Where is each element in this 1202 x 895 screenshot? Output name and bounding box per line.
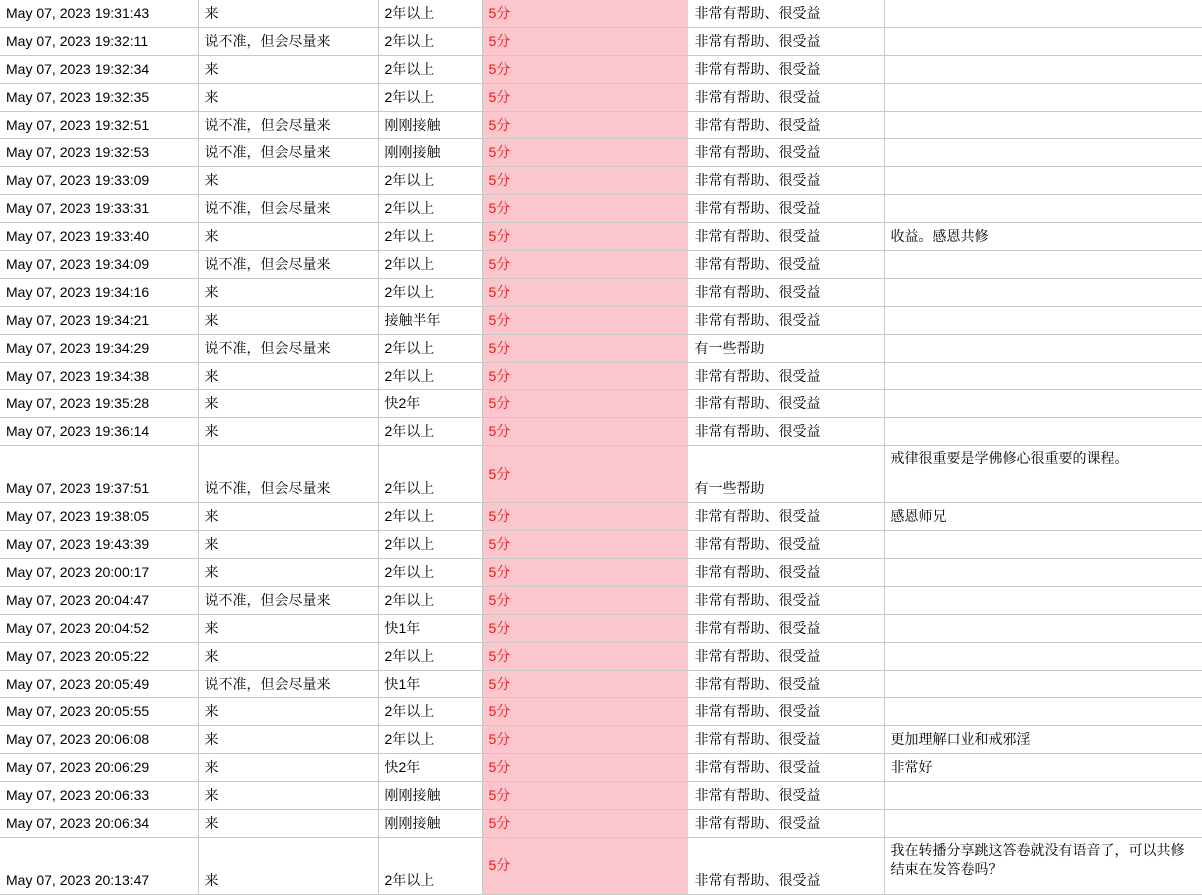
table-row[interactable] bbox=[0, 306, 1202, 334]
table-row[interactable] bbox=[0, 139, 1202, 167]
cell-score[interactable]: 5分 bbox=[482, 810, 688, 838]
table-row[interactable] bbox=[0, 223, 1202, 251]
cell-helpfulness[interactable]: 非常有帮助、很受益 bbox=[688, 0, 884, 27]
cell-timestamp[interactable]: May 07, 2023 19:35:28 bbox=[0, 390, 198, 418]
cell-will-come[interactable]: 来 bbox=[198, 503, 378, 531]
cell-duration[interactable]: 2年以上 bbox=[378, 195, 482, 223]
cell-will-come[interactable]: 来 bbox=[198, 559, 378, 587]
cell-duration[interactable]: 2年以上 bbox=[378, 223, 482, 251]
cell-helpfulness[interactable]: 非常有帮助、很受益 bbox=[688, 362, 884, 390]
cell-helpfulness[interactable]: 非常有帮助、很受益 bbox=[688, 531, 884, 559]
table-row[interactable] bbox=[0, 782, 1202, 810]
cell-comment[interactable] bbox=[884, 810, 1202, 838]
cell-comment[interactable] bbox=[884, 531, 1202, 559]
cell-comment[interactable] bbox=[884, 559, 1202, 587]
cell-duration[interactable]: 2年以上 bbox=[378, 83, 482, 111]
cell-duration[interactable]: 2年以上 bbox=[378, 362, 482, 390]
table-row[interactable] bbox=[0, 167, 1202, 195]
cell-timestamp[interactable]: May 07, 2023 19:37:51 bbox=[0, 446, 198, 503]
cell-duration[interactable]: 2年以上 bbox=[378, 27, 482, 55]
cell-comment[interactable] bbox=[884, 698, 1202, 726]
cell-duration[interactable]: 2年以上 bbox=[378, 698, 482, 726]
cell-helpfulness[interactable]: 非常有帮助、很受益 bbox=[688, 223, 884, 251]
table-row[interactable] bbox=[0, 390, 1202, 418]
cell-comment[interactable]: 我在转播分享跳这答卷就没有语音了，可以共修结束在发答卷吗？ bbox=[884, 837, 1202, 894]
table-row[interactable] bbox=[0, 586, 1202, 614]
cell-helpfulness[interactable]: 非常有帮助、很受益 bbox=[688, 559, 884, 587]
cell-duration[interactable]: 2年以上 bbox=[378, 837, 482, 894]
cell-timestamp[interactable]: May 07, 2023 20:05:55 bbox=[0, 698, 198, 726]
cell-will-come[interactable]: 来 bbox=[198, 614, 378, 642]
cell-will-come[interactable]: 来 bbox=[198, 278, 378, 306]
table-row[interactable] bbox=[0, 195, 1202, 223]
cell-score[interactable]: 5分 bbox=[482, 223, 688, 251]
cell-duration[interactable]: 2年以上 bbox=[378, 167, 482, 195]
cell-will-come[interactable]: 说不准，但会尽量来 bbox=[198, 334, 378, 362]
cell-duration[interactable]: 2年以上 bbox=[378, 418, 482, 446]
cell-helpfulness[interactable]: 非常有帮助、很受益 bbox=[688, 27, 884, 55]
cell-comment[interactable] bbox=[884, 167, 1202, 195]
cell-duration[interactable]: 2年以上 bbox=[378, 55, 482, 83]
cell-duration[interactable]: 2年以上 bbox=[378, 0, 482, 27]
cell-comment[interactable] bbox=[884, 27, 1202, 55]
cell-helpfulness[interactable]: 非常有帮助、很受益 bbox=[688, 195, 884, 223]
cell-timestamp[interactable]: May 07, 2023 19:32:53 bbox=[0, 139, 198, 167]
cell-will-come[interactable]: 说不准，但会尽量来 bbox=[198, 139, 378, 167]
cell-duration[interactable]: 2年以上 bbox=[378, 334, 482, 362]
cell-duration[interactable]: 刚刚接触 bbox=[378, 111, 482, 139]
cell-score[interactable]: 5分 bbox=[482, 306, 688, 334]
cell-score[interactable]: 5分 bbox=[482, 726, 688, 754]
cell-timestamp[interactable]: May 07, 2023 19:36:14 bbox=[0, 418, 198, 446]
cell-duration[interactable]: 2年以上 bbox=[378, 446, 482, 503]
cell-comment[interactable] bbox=[884, 418, 1202, 446]
cell-will-come[interactable]: 来 bbox=[198, 726, 378, 754]
cell-helpfulness[interactable]: 有一些帮助 bbox=[688, 334, 884, 362]
cell-helpfulness[interactable]: 非常有帮助、很受益 bbox=[688, 167, 884, 195]
cell-will-come[interactable]: 来 bbox=[198, 837, 378, 894]
cell-will-come[interactable]: 说不准，但会尽量来 bbox=[198, 111, 378, 139]
table-row[interactable] bbox=[0, 27, 1202, 55]
table-row[interactable] bbox=[0, 362, 1202, 390]
cell-score[interactable]: 5分 bbox=[482, 362, 688, 390]
cell-timestamp[interactable]: May 07, 2023 19:33:31 bbox=[0, 195, 198, 223]
cell-duration[interactable]: 快2年 bbox=[378, 754, 482, 782]
cell-will-come[interactable]: 来 bbox=[198, 306, 378, 334]
cell-comment[interactable]: 非常好 bbox=[884, 754, 1202, 782]
table-row[interactable] bbox=[0, 251, 1202, 279]
cell-duration[interactable]: 2年以上 bbox=[378, 726, 482, 754]
cell-timestamp[interactable]: May 07, 2023 19:43:39 bbox=[0, 531, 198, 559]
cell-will-come[interactable]: 来 bbox=[198, 83, 378, 111]
cell-score[interactable]: 5分 bbox=[482, 390, 688, 418]
cell-timestamp[interactable]: May 07, 2023 20:04:52 bbox=[0, 614, 198, 642]
cell-score[interactable]: 5分 bbox=[482, 0, 688, 27]
cell-comment[interactable] bbox=[884, 278, 1202, 306]
cell-score[interactable]: 5分 bbox=[482, 278, 688, 306]
cell-will-come[interactable]: 来 bbox=[198, 390, 378, 418]
cell-duration[interactable]: 2年以上 bbox=[378, 503, 482, 531]
cell-duration[interactable]: 刚刚接触 bbox=[378, 139, 482, 167]
cell-timestamp[interactable]: May 07, 2023 19:34:38 bbox=[0, 362, 198, 390]
cell-helpfulness[interactable]: 非常有帮助、很受益 bbox=[688, 670, 884, 698]
cell-score[interactable]: 5分 bbox=[482, 167, 688, 195]
cell-timestamp[interactable]: May 07, 2023 20:06:33 bbox=[0, 782, 198, 810]
cell-comment[interactable]: 感恩师兄 bbox=[884, 503, 1202, 531]
cell-score[interactable]: 5分 bbox=[482, 83, 688, 111]
cell-helpfulness[interactable]: 非常有帮助、很受益 bbox=[688, 278, 884, 306]
cell-will-come[interactable]: 来 bbox=[198, 0, 378, 27]
cell-comment[interactable] bbox=[884, 390, 1202, 418]
cell-timestamp[interactable]: May 07, 2023 20:06:34 bbox=[0, 810, 198, 838]
table-row[interactable] bbox=[0, 837, 1202, 894]
cell-timestamp[interactable]: May 07, 2023 20:05:22 bbox=[0, 642, 198, 670]
cell-score[interactable]: 5分 bbox=[482, 139, 688, 167]
cell-helpfulness[interactable]: 非常有帮助、很受益 bbox=[688, 698, 884, 726]
cell-will-come[interactable]: 来 bbox=[198, 754, 378, 782]
cell-timestamp[interactable]: May 07, 2023 19:33:40 bbox=[0, 223, 198, 251]
table-row[interactable] bbox=[0, 446, 1202, 503]
cell-will-come[interactable]: 来 bbox=[198, 418, 378, 446]
cell-score[interactable]: 5分 bbox=[482, 782, 688, 810]
cell-timestamp[interactable]: May 07, 2023 20:06:08 bbox=[0, 726, 198, 754]
table-row[interactable] bbox=[0, 83, 1202, 111]
cell-comment[interactable] bbox=[884, 642, 1202, 670]
cell-helpfulness[interactable]: 非常有帮助、很受益 bbox=[688, 754, 884, 782]
cell-score[interactable]: 5分 bbox=[482, 614, 688, 642]
cell-duration[interactable]: 2年以上 bbox=[378, 531, 482, 559]
cell-duration[interactable]: 接触半年 bbox=[378, 306, 482, 334]
table-row[interactable] bbox=[0, 670, 1202, 698]
cell-duration[interactable]: 2年以上 bbox=[378, 642, 482, 670]
table-row[interactable] bbox=[0, 503, 1202, 531]
table-row[interactable] bbox=[0, 642, 1202, 670]
cell-will-come[interactable]: 来 bbox=[198, 531, 378, 559]
cell-comment[interactable] bbox=[884, 55, 1202, 83]
cell-will-come[interactable]: 来 bbox=[198, 782, 378, 810]
cell-helpfulness[interactable]: 非常有帮助、很受益 bbox=[688, 111, 884, 139]
cell-helpfulness[interactable]: 非常有帮助、很受益 bbox=[688, 306, 884, 334]
cell-comment[interactable] bbox=[884, 111, 1202, 139]
cell-timestamp[interactable]: May 07, 2023 20:06:29 bbox=[0, 754, 198, 782]
cell-score[interactable]: 5分 bbox=[482, 27, 688, 55]
cell-helpfulness[interactable]: 非常有帮助、很受益 bbox=[688, 55, 884, 83]
cell-will-come[interactable]: 说不准，但会尽量来 bbox=[198, 670, 378, 698]
cell-comment[interactable]: 戒律很重要是学佛修心很重要的课程。 bbox=[884, 446, 1202, 503]
cell-comment[interactable]: 收益。感恩共修 bbox=[884, 223, 1202, 251]
cell-timestamp[interactable]: May 07, 2023 19:34:21 bbox=[0, 306, 198, 334]
cell-will-come[interactable]: 来 bbox=[198, 642, 378, 670]
cell-helpfulness[interactable]: 非常有帮助、很受益 bbox=[688, 726, 884, 754]
cell-comment[interactable] bbox=[884, 614, 1202, 642]
cell-timestamp[interactable]: May 07, 2023 20:00:17 bbox=[0, 559, 198, 587]
table-row[interactable] bbox=[0, 55, 1202, 83]
cell-helpfulness[interactable]: 非常有帮助、很受益 bbox=[688, 83, 884, 111]
cell-comment[interactable] bbox=[884, 195, 1202, 223]
cell-score[interactable]: 5分 bbox=[482, 251, 688, 279]
cell-duration[interactable]: 2年以上 bbox=[378, 586, 482, 614]
table-row[interactable] bbox=[0, 754, 1202, 782]
cell-score[interactable]: 5分 bbox=[482, 837, 688, 894]
cell-score[interactable]: 5分 bbox=[482, 531, 688, 559]
cell-timestamp[interactable]: May 07, 2023 19:33:09 bbox=[0, 167, 198, 195]
cell-score[interactable]: 5分 bbox=[482, 446, 688, 503]
cell-score[interactable]: 5分 bbox=[482, 503, 688, 531]
cell-helpfulness[interactable]: 非常有帮助、很受益 bbox=[688, 642, 884, 670]
table-row[interactable] bbox=[0, 726, 1202, 754]
table-row[interactable] bbox=[0, 810, 1202, 838]
cell-helpfulness[interactable]: 非常有帮助、很受益 bbox=[688, 614, 884, 642]
cell-helpfulness[interactable]: 非常有帮助、很受益 bbox=[688, 837, 884, 894]
cell-helpfulness[interactable]: 非常有帮助、很受益 bbox=[688, 139, 884, 167]
cell-helpfulness[interactable]: 有一些帮助 bbox=[688, 446, 884, 503]
cell-score[interactable]: 5分 bbox=[482, 559, 688, 587]
cell-will-come[interactable]: 来 bbox=[198, 810, 378, 838]
cell-comment[interactable] bbox=[884, 670, 1202, 698]
cell-score[interactable]: 5分 bbox=[482, 195, 688, 223]
cell-duration[interactable]: 快1年 bbox=[378, 670, 482, 698]
cell-timestamp[interactable]: May 07, 2023 19:34:29 bbox=[0, 334, 198, 362]
cell-helpfulness[interactable]: 非常有帮助、很受益 bbox=[688, 390, 884, 418]
cell-timestamp[interactable]: May 07, 2023 20:05:49 bbox=[0, 670, 198, 698]
cell-will-come[interactable]: 来 bbox=[198, 223, 378, 251]
table-row[interactable] bbox=[0, 698, 1202, 726]
cell-score[interactable]: 5分 bbox=[482, 586, 688, 614]
cell-will-come[interactable]: 来 bbox=[198, 167, 378, 195]
cell-helpfulness[interactable]: 非常有帮助、很受益 bbox=[688, 586, 884, 614]
cell-duration[interactable]: 刚刚接触 bbox=[378, 810, 482, 838]
table-row[interactable] bbox=[0, 559, 1202, 587]
cell-comment[interactable]: 更加理解口业和戒邪淫 bbox=[884, 726, 1202, 754]
cell-comment[interactable] bbox=[884, 0, 1202, 27]
table-row[interactable] bbox=[0, 111, 1202, 139]
table-row[interactable] bbox=[0, 278, 1202, 306]
cell-will-come[interactable]: 说不准，但会尽量来 bbox=[198, 27, 378, 55]
cell-score[interactable]: 5分 bbox=[482, 418, 688, 446]
cell-comment[interactable] bbox=[884, 334, 1202, 362]
cell-timestamp[interactable]: May 07, 2023 19:34:09 bbox=[0, 251, 198, 279]
table-row[interactable] bbox=[0, 531, 1202, 559]
cell-will-come[interactable]: 来 bbox=[198, 362, 378, 390]
cell-timestamp[interactable]: May 07, 2023 19:32:11 bbox=[0, 27, 198, 55]
cell-helpfulness[interactable]: 非常有帮助、很受益 bbox=[688, 503, 884, 531]
cell-timestamp[interactable]: May 07, 2023 19:32:34 bbox=[0, 55, 198, 83]
cell-timestamp[interactable]: May 07, 2023 19:31:43 bbox=[0, 0, 198, 27]
cell-comment[interactable] bbox=[884, 139, 1202, 167]
table-row[interactable] bbox=[0, 334, 1202, 362]
cell-timestamp[interactable]: May 07, 2023 19:38:05 bbox=[0, 503, 198, 531]
cell-timestamp[interactable]: May 07, 2023 19:32:35 bbox=[0, 83, 198, 111]
cell-will-come[interactable]: 来 bbox=[198, 55, 378, 83]
cell-timestamp[interactable]: May 07, 2023 20:04:47 bbox=[0, 586, 198, 614]
cell-score[interactable]: 5分 bbox=[482, 754, 688, 782]
cell-comment[interactable] bbox=[884, 782, 1202, 810]
cell-duration[interactable]: 2年以上 bbox=[378, 278, 482, 306]
cell-score[interactable]: 5分 bbox=[482, 334, 688, 362]
cell-helpfulness[interactable]: 非常有帮助、很受益 bbox=[688, 251, 884, 279]
cell-will-come[interactable]: 说不准，但会尽量来 bbox=[198, 251, 378, 279]
cell-will-come[interactable]: 说不准，但会尽量来 bbox=[198, 586, 378, 614]
cell-comment[interactable] bbox=[884, 251, 1202, 279]
cell-comment[interactable] bbox=[884, 306, 1202, 334]
cell-will-come[interactable]: 来 bbox=[198, 698, 378, 726]
cell-comment[interactable] bbox=[884, 586, 1202, 614]
cell-duration[interactable]: 快1年 bbox=[378, 614, 482, 642]
cell-duration[interactable]: 刚刚接触 bbox=[378, 782, 482, 810]
cell-helpfulness[interactable]: 非常有帮助、很受益 bbox=[688, 782, 884, 810]
cell-duration[interactable]: 快2年 bbox=[378, 390, 482, 418]
cell-duration[interactable]: 2年以上 bbox=[378, 251, 482, 279]
cell-comment[interactable] bbox=[884, 83, 1202, 111]
cell-timestamp[interactable]: May 07, 2023 20:13:47 bbox=[0, 837, 198, 894]
cell-helpfulness[interactable]: 非常有帮助、很受益 bbox=[688, 418, 884, 446]
cell-helpfulness[interactable]: 非常有帮助、很受益 bbox=[688, 810, 884, 838]
cell-score[interactable]: 5分 bbox=[482, 111, 688, 139]
cell-will-come[interactable]: 说不准，但会尽量来 bbox=[198, 195, 378, 223]
cell-timestamp[interactable]: May 07, 2023 19:34:16 bbox=[0, 278, 198, 306]
table-row[interactable] bbox=[0, 418, 1202, 446]
cell-duration[interactable]: 2年以上 bbox=[378, 559, 482, 587]
cell-score[interactable]: 5分 bbox=[482, 55, 688, 83]
cell-will-come[interactable]: 说不准，但会尽量来 bbox=[198, 446, 378, 503]
cell-timestamp[interactable]: May 07, 2023 19:32:51 bbox=[0, 111, 198, 139]
cell-score[interactable]: 5分 bbox=[482, 642, 688, 670]
cell-score[interactable]: 5分 bbox=[482, 698, 688, 726]
cell-comment[interactable] bbox=[884, 362, 1202, 390]
table-row[interactable] bbox=[0, 614, 1202, 642]
cell-score[interactable]: 5分 bbox=[482, 670, 688, 698]
table-row[interactable] bbox=[0, 0, 1202, 27]
